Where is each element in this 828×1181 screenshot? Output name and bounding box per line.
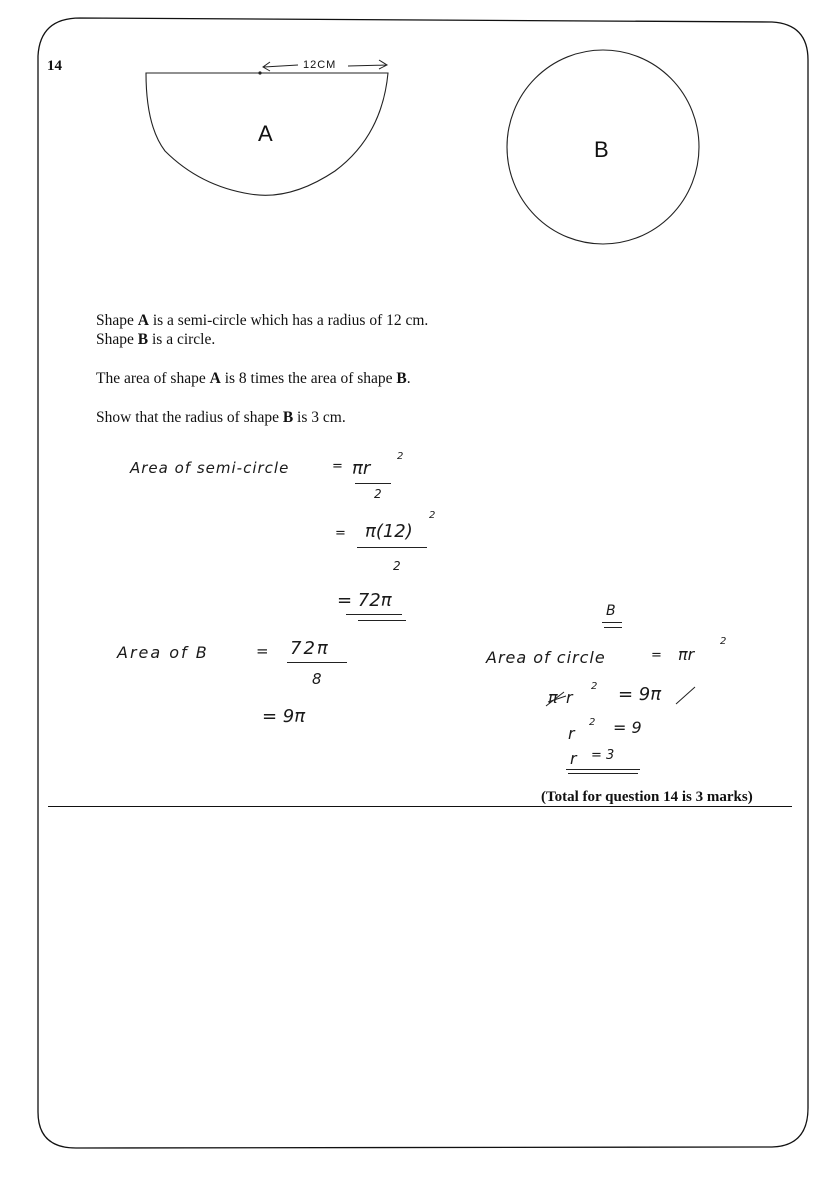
answer-underline-1 — [566, 769, 640, 770]
superscript-2-c: 2 — [720, 636, 727, 647]
equals-1: = — [332, 459, 343, 474]
b-heading: B — [606, 603, 616, 619]
denominator-2-a: 2 — [374, 487, 382, 501]
b-heading-underline-1 — [602, 622, 622, 623]
b-heading-underline-2 — [604, 627, 622, 628]
numerator-72pi: 72π — [290, 638, 330, 659]
equals-9pi: = 9π — [618, 684, 662, 705]
total-marks: (Total for question 14 is 3 marks) — [541, 789, 753, 805]
superscript-2-a: 2 — [397, 451, 404, 462]
underline-72pi-1 — [346, 614, 402, 615]
answer-underline-2 — [568, 773, 638, 774]
question-line-2: Shape B is a circle. — [96, 331, 216, 348]
area-semicircle-label: Area of semi-circle — [130, 459, 290, 477]
question-line-3: The area of shape A is 8 times the area of shape B. — [96, 370, 411, 387]
superscript-2-e: 2 — [589, 717, 596, 728]
superscript-2-b: 2 — [429, 510, 436, 521]
superscript-2-d: 2 — [591, 681, 598, 692]
question-line-1: Shape A is a semi-circle which has a radius of 12 cm. — [96, 312, 429, 329]
section-rule — [48, 806, 792, 807]
strike-mark-1 — [544, 688, 568, 712]
fraction-bar-a — [355, 483, 391, 484]
equals-2: = — [335, 526, 346, 541]
crossed-pi: π — [548, 688, 558, 707]
result-9pi: = 9π — [262, 706, 306, 727]
dimension-label: 12CM — [303, 59, 337, 71]
pi-r-numerator: πr — [352, 458, 371, 479]
area-circle-label: Area of circle — [486, 648, 606, 667]
equals-circle: = — [651, 648, 662, 663]
r-line: r — [570, 749, 577, 768]
result-72pi: = 72π — [337, 590, 392, 611]
equals-9: = 9 — [613, 718, 642, 737]
equals-3: = — [256, 642, 269, 660]
question-number: 14 — [47, 58, 62, 74]
fraction-bar-c — [287, 662, 347, 663]
r-squared-text: r — [566, 688, 573, 707]
denominator-2-b: 2 — [393, 559, 401, 573]
shape-a-label: A — [258, 121, 273, 146]
area-of-b-label: Area of B — [117, 643, 209, 662]
strike-mark-2 — [673, 684, 697, 708]
denominator-8: 8 — [312, 670, 322, 688]
pi-r-squared: πr — [678, 645, 695, 664]
equals-3-answer: = 3 — [591, 748, 615, 763]
r-squared-line: r — [568, 724, 575, 743]
pi-12-numerator: π(12) — [365, 521, 413, 542]
shape-b-label: B — [594, 137, 609, 162]
fraction-bar-b — [357, 547, 427, 548]
question-line-4: Show that the radius of shape B is 3 cm. — [96, 409, 346, 426]
underline-72pi-2 — [358, 620, 406, 621]
